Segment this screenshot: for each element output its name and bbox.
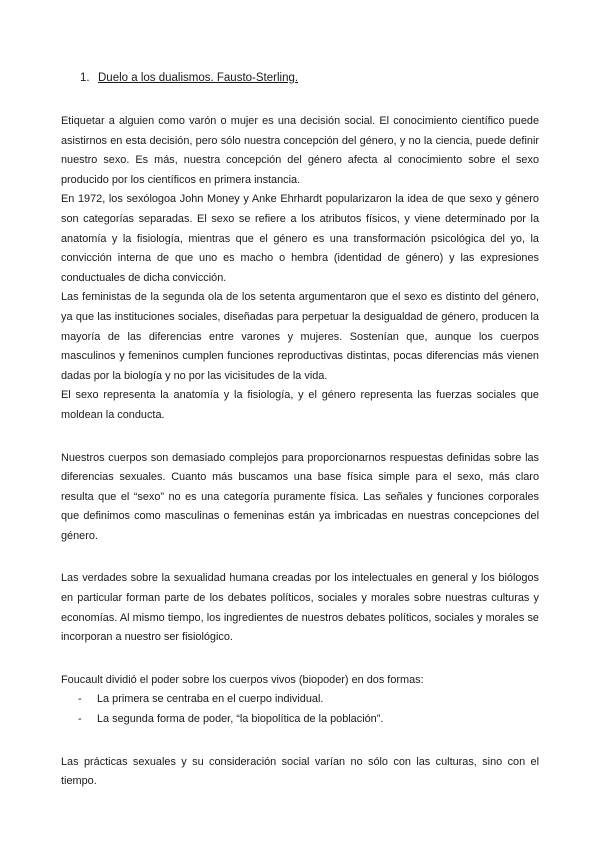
- heading-number: 1.: [80, 72, 90, 84]
- bullet-dash: -: [78, 713, 82, 726]
- paragraph-gap: [61, 730, 539, 753]
- list-item: [61, 710, 539, 730]
- paragraph-feminists: Las feministas de la segunda ola de los setenta argumentaron que el sexo es distinto del género, ya que las instituciones sociales, diseñadas para perpetuar la desigualdad de género, producen la mayoría de las diferencias entre varones y mujeres. Sostenían que, aunque los cuerpos masculinos y femeninos cumplen funciones reproductivas distintas, pocas diferencias más vienen dadas por la biología y no por las vicisitudes de la vida.: [61, 291, 539, 382]
- paragraph-gap: [61, 648, 539, 671]
- list-item-text: La segunda forma de poder, “la biopolítica de la población”.: [97, 713, 384, 726]
- paragraph-money-ehrhardt: En 1972, los sexólogoa John Money y Anke Ehrhardt popularizaron la idea de que sexo y género son categorías separadas. El sexo se refiere a los atributos físicos, y viene determinado por la anatomía y la fisiología, mientras que el género es una transformación psicológica del yo, la convicción interna de que uno es macho o hembra (identidad de género) y las expresiones conductuales de dicha convicción.: [61, 193, 539, 284]
- section-heading: [80, 70, 298, 86]
- document-body: [61, 112, 539, 792]
- list-item-text: La primera se centraba en el cuerpo individual.: [97, 693, 324, 706]
- paragraph-truths: Las verdades sobre la sexualidad humana creadas por los intelectuales en general y los biólogos en particular forman parte de los debates políticos, sociales y morales sobre nuestras culturas y economías. Al mismo tiempo, los ingredientes de nuestros debates políticos, sociales y morales se incorporan a nuestro ser fisiológico.: [61, 572, 539, 644]
- paragraph-bodies: Nuestros cuerpos son demasiado complejos para proporcionarnos respuestas definidas sobre las diferencias sexuales. Cuanto más buscamos una base física simple para el sexo, más claro resulta que el “sexo” no es una categoría puramente física. Las señales y funciones corporales que definimos como masculinas o femeninas están ya imbricadas en nuestras concepciones del género.: [61, 451, 539, 542]
- paragraph-sex-gender: El sexo representa la anatomía y la fisiología, y el género representa las fuerzas sociales que moldean la conducta.: [61, 389, 539, 421]
- paragraph-practices: Las prácticas sexuales y su consideración social varían no sólo con las culturas, sino con el tiempo.: [61, 755, 539, 788]
- biopower-list: [61, 690, 539, 729]
- paragraph-gap: [61, 426, 539, 449]
- paragraph-foucault: Foucault dividió el poder sobre los cuerpos vivos (biopoder) en dos formas:: [61, 673, 424, 686]
- list-item: [61, 690, 539, 710]
- paragraph-labeling: Etiquetar a alguien como varón o mujer es una decisión social. El conocimiento científico puede asistirnos en esta decisión, pero sólo nuestra concepción del género, y no la ciencia, puede definir nuestro sexo. Es más, nuestra concepción del género afecta al conocimiento sobre el sexo producido por los científicos en primera instancia.: [61, 115, 539, 186]
- heading-title: Duelo a los dualismos. Fausto-Sterling.: [98, 72, 299, 84]
- bullet-dash: -: [78, 693, 82, 706]
- paragraph-gap: [61, 546, 539, 569]
